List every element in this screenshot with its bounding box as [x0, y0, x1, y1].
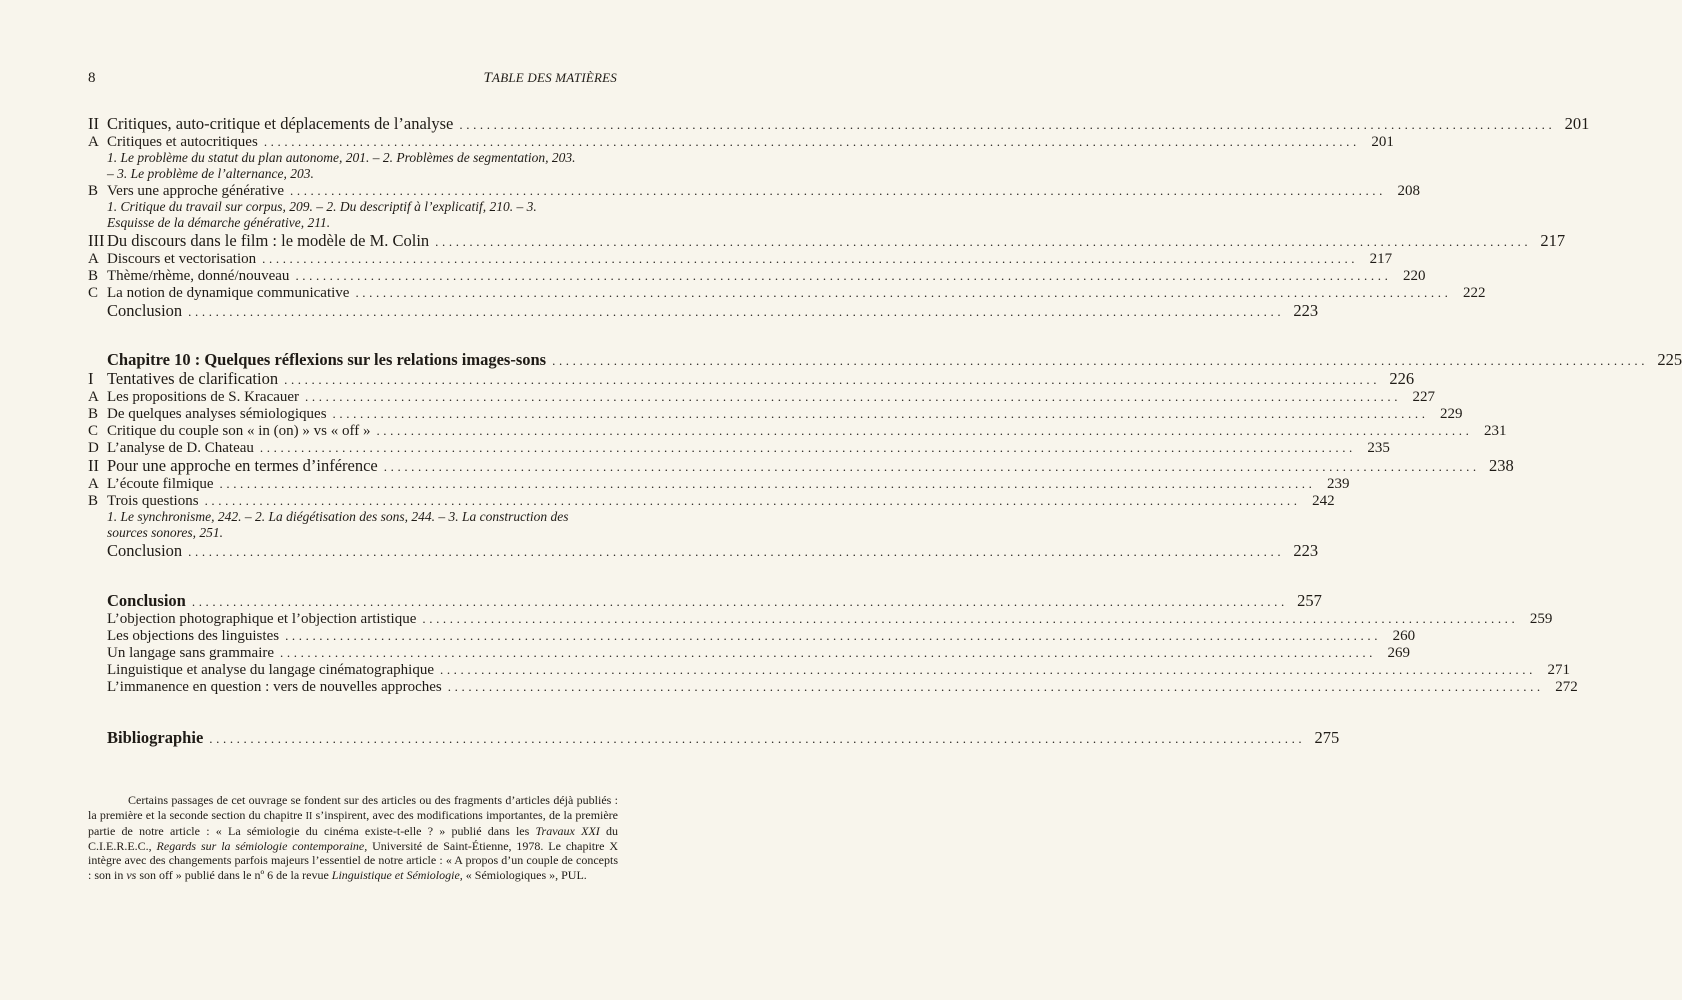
- toc-subentries: 1. Critique du travail sur corpus, 209. – 2. Du descriptif à l’explicatif, 210. – 3. Esquisse de la démarche générative, 211.: [107, 199, 537, 230]
- toc-mark: B: [88, 406, 99, 422]
- credits-text: Linguistique et Sémiologie,: [331, 867, 463, 882]
- toc-page: 223: [1293, 301, 1319, 320]
- toc-mark: II: [88, 456, 99, 475]
- toc-entry-bibliography: [88, 728, 1340, 747]
- toc-page: 223: [1293, 541, 1319, 560]
- leader-dots: ................................................................................................................................................................: [188, 544, 1285, 559]
- toc-page: 217: [1540, 231, 1566, 250]
- toc-page: 269: [1387, 645, 1411, 661]
- toc-title: Un langage sans grammaire: [107, 645, 275, 661]
- toc-mark: C: [88, 423, 99, 439]
- leader-dots: ................................................................................................................................................................: [355, 285, 1452, 300]
- toc-title: Chapitre 10 : Quelques réflexions sur les relations images-sons: [107, 350, 547, 369]
- toc-mark: A: [88, 251, 99, 267]
- toc-entry-iii-b: [88, 267, 1426, 284]
- toc-title: L’immanence en question : vers de nouvelles approches: [107, 679, 442, 695]
- toc-page: 201: [1564, 114, 1590, 133]
- toc-entry-ch10-i-d: [88, 439, 1390, 456]
- credits-note: [88, 793, 618, 882]
- toc-page: 225: [1657, 350, 1682, 369]
- credits-text: vs: [126, 867, 137, 882]
- toc-title: Vers une approche générative: [107, 183, 284, 199]
- credits-text: II: [305, 810, 313, 822]
- toc-entry-ch10-i-c: [88, 422, 1507, 439]
- page-number: 8: [88, 70, 96, 86]
- leader-dots: ................................................................................................................................................................: [204, 493, 1301, 508]
- toc-mark: B: [88, 493, 99, 509]
- toc-page: 227: [1412, 389, 1436, 405]
- toc-mark: I: [88, 369, 94, 388]
- toc-title: Critique du couple son « in (on) » vs « off »: [107, 423, 371, 439]
- credits-text: Travaux XXI: [535, 824, 600, 838]
- toc-entry-ch10-i-a: [88, 388, 1436, 405]
- toc-page: 222: [1462, 285, 1486, 301]
- leader-dots: ................................................................................................................................................................: [284, 372, 1381, 387]
- toc-page: 275: [1314, 728, 1340, 747]
- toc-page: 242: [1312, 493, 1335, 509]
- leader-dots: ................................................................................................................................................................: [447, 679, 1544, 694]
- toc-title: Bibliographie: [107, 728, 204, 747]
- credits-text: s’inspirent, avec des modifications importantes, de la première partie de notre article : « La sémiologie du cinéma existe-t-elle ? » publié dans les: [88, 807, 619, 838]
- toc-page: 260: [1392, 628, 1416, 644]
- toc-mark: II: [88, 114, 99, 133]
- leader-dots: ................................................................................................................................................................: [219, 476, 1316, 491]
- toc-page: 220: [1402, 268, 1426, 284]
- toc-entry-ch10-part-i: [88, 369, 1415, 388]
- toc-mark: A: [88, 476, 99, 492]
- toc-title: Discours et vectorisation: [107, 251, 257, 267]
- toc-title: Conclusion: [107, 591, 186, 610]
- leader-dots: ................................................................................................................................................................: [263, 134, 1360, 149]
- leader-dots: ................................................................................................................................................................: [280, 645, 1377, 660]
- leader-dots: ................................................................................................................................................................: [305, 389, 1402, 404]
- toc-title: Tentatives de clarification: [107, 369, 279, 388]
- toc-entry-conclusion-item: [88, 644, 1411, 661]
- leader-dots: ................................................................................................................................................................: [332, 406, 1429, 421]
- toc-page: 201: [1371, 134, 1394, 150]
- toc-entry-chapter-10: [88, 350, 1682, 369]
- toc-mark: B: [88, 183, 99, 199]
- toc-entry-part-iii: [88, 231, 1566, 250]
- leader-dots: ................................................................................................................................................................: [285, 628, 1382, 643]
- toc-page: 272: [1555, 679, 1578, 695]
- credits-text: du C.I.E.R.E.C.,: [88, 824, 619, 853]
- leader-dots: ................................................................................................................................................................: [188, 304, 1285, 319]
- leader-dots: ................................................................................................................................................................: [422, 611, 1519, 626]
- toc-page: 259: [1529, 611, 1553, 627]
- credits-text: « Sémiologiques », PUL.: [462, 867, 587, 882]
- leader-dots: ................................................................................................................................................................: [376, 423, 1473, 438]
- toc-title: Linguistique et analyse du langage cinématographique: [107, 662, 434, 678]
- toc-entry-iii-a: [88, 250, 1393, 267]
- toc-title: L’analyse de D. Chateau: [107, 440, 254, 456]
- toc-title: Critiques et autocritiques: [107, 134, 258, 150]
- toc-entry-conclusion-item: [88, 610, 1553, 627]
- toc-mark: D: [88, 440, 99, 456]
- leader-dots: ................................................................................................................................................................: [191, 594, 1288, 609]
- toc-entry-conclusion-item: [88, 678, 1578, 695]
- toc-entry-iii-c: [88, 284, 1486, 301]
- toc-entry-conclusion: [88, 591, 1322, 610]
- toc-entry-conclusion-ch9: [88, 301, 1319, 320]
- toc-mark: B: [88, 268, 99, 284]
- toc-page: 231: [1483, 423, 1507, 439]
- toc-page: 239: [1327, 476, 1350, 492]
- toc-title: Les propositions de S. Kracauer: [107, 389, 300, 405]
- toc-title: Conclusion: [107, 541, 183, 560]
- toc-mark: A: [88, 389, 99, 405]
- toc-entry-ch10-ii-a: [88, 475, 1350, 492]
- toc-mark: III: [88, 231, 105, 250]
- toc-page: 238: [1489, 456, 1514, 475]
- leader-dots: ................................................................................................................................................................: [259, 440, 1356, 455]
- leader-dots: ................................................................................................................................................................: [552, 353, 1649, 368]
- toc-title: L’écoute filmique: [107, 476, 214, 492]
- toc-entry-ii-a: [88, 133, 1394, 150]
- leader-dots: ................................................................................................................................................................: [290, 183, 1386, 198]
- toc-entry-conclusion-ch10: [88, 541, 1319, 560]
- toc-page: 257: [1297, 591, 1322, 610]
- toc-entry-ii-b: [88, 182, 1420, 199]
- toc-subentries: 1. Le synchronisme, 242. – 2. La diégétisation des sons, 244. – 3. La construction des sources sonores, 251.: [107, 509, 569, 540]
- toc-title: Pour une approche en termes d’inférence: [107, 456, 378, 475]
- toc-entry-part-ii: [88, 114, 1590, 133]
- credits-text: son off » publié dans le nº 6 de la revue: [136, 867, 332, 882]
- toc-mark: A: [88, 134, 99, 150]
- toc-subentries: 1. Le problème du statut du plan autonome, 201. – 2. Problèmes de segmentation, 203. – 3. Le problème de l’alternance, 203.: [107, 150, 576, 181]
- toc-title: Critiques, auto-critique et déplacements de l’analyse: [107, 114, 454, 133]
- toc-entry-ch10-part-ii: [88, 456, 1514, 475]
- leader-dots: ................................................................................................................................................................: [439, 662, 1536, 677]
- leader-dots: ................................................................................................................................................................: [295, 268, 1392, 283]
- toc-entry-ch10-i-b: [88, 405, 1463, 422]
- toc-mark: C: [88, 285, 99, 301]
- toc-title: Les objections des linguistes: [107, 628, 280, 644]
- toc-title: Conclusion: [107, 301, 183, 320]
- toc-title: Trois questions: [107, 493, 199, 509]
- leader-dots: ................................................................................................................................................................: [262, 251, 1359, 266]
- credits-text: Université de Saint-Étienne, 1978. Le chapitre X intègre avec des changements parfois majeurs l’essentiel de notre article : « A propos d’un couple de concepts : son in: [88, 838, 619, 882]
- toc-page: 235: [1367, 440, 1390, 456]
- credits-text: Regards sur la sémiologie contemporaine,: [156, 838, 368, 853]
- leader-dots: ................................................................................................................................................................: [459, 117, 1556, 132]
- toc-title: Du discours dans le film : le modèle de M. Colin: [107, 231, 430, 250]
- credits-text: Certains passages de cet ouvrage se fondent sur des articles ou des fragments d’articles déjà publiés : la première et la seconde section du chapitre: [88, 793, 618, 822]
- toc-entry-conclusion-item: [88, 661, 1570, 678]
- toc-page: 271: [1547, 662, 1570, 678]
- toc-page: 229: [1440, 406, 1463, 422]
- toc-entry-ch10-ii-b: [88, 492, 1335, 509]
- toc-page: 217: [1369, 251, 1393, 267]
- leader-dots: ................................................................................................................................................................: [435, 234, 1532, 249]
- leader-dots: ................................................................................................................................................................: [383, 459, 1480, 474]
- toc-page: 208: [1397, 183, 1420, 199]
- running-head: TABLE DES MATIÈRES: [483, 70, 617, 86]
- toc-entry-conclusion-item: [88, 627, 1416, 644]
- leader-dots: ................................................................................................................................................................: [209, 731, 1306, 746]
- toc-title: L’objection photographique et l’objection artistique: [107, 611, 417, 627]
- toc-title: Thème/rhème, donné/nouveau: [107, 268, 290, 284]
- toc-title: De quelques analyses sémiologiques: [107, 406, 327, 422]
- table-of-contents: [88, 114, 1682, 747]
- toc-page: 226: [1389, 369, 1415, 388]
- toc-title: La notion de dynamique communicative: [107, 285, 350, 301]
